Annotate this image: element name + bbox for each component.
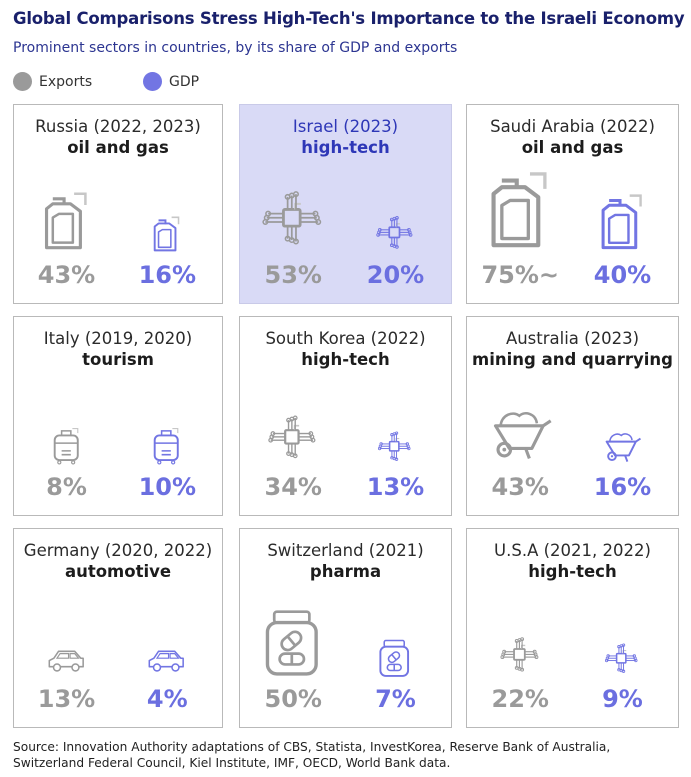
fuel-can-gdp-icon: [147, 215, 187, 255]
exports-value: 50%: [264, 685, 322, 713]
chip-gdp-icon: [375, 427, 415, 467]
panel-sector: oil and gas: [521, 138, 624, 157]
panel-5: [466, 316, 679, 516]
legend-label-exports: Exports: [39, 73, 93, 90]
legend-swatch-exports: [13, 72, 32, 91]
exports-value: 34%: [264, 473, 322, 501]
chip-exports-icon: [264, 409, 322, 467]
wheelbarrow-gdp-icon: [602, 427, 642, 467]
legend-item-exports: [13, 72, 92, 91]
suitcase-gdp-icon: [147, 427, 187, 467]
fuel-can-exports-icon: [34, 190, 99, 255]
panel-country: South Korea (2022): [265, 329, 426, 348]
chip-exports-icon: [257, 183, 329, 255]
gdp-value: 16%: [593, 473, 652, 501]
gdp-value: 13%: [366, 473, 425, 501]
panel-4: [239, 316, 452, 516]
legend: [13, 72, 313, 94]
gdp-value: 40%: [593, 261, 652, 289]
panel-sector: high-tech: [301, 138, 390, 157]
panel-country: Italy (2019, 2020): [43, 329, 193, 348]
pill-bottle-gdp-icon: [375, 639, 415, 679]
exports-value: 75%~: [481, 261, 560, 289]
exports-value: 13%: [37, 685, 96, 713]
exports-value: 43%: [37, 261, 96, 289]
panel-sector: tourism: [82, 350, 154, 369]
panel-sector: mining and quarrying: [472, 350, 673, 369]
fuel-can-exports-icon: [477, 169, 563, 255]
chip-exports-icon: [497, 632, 544, 679]
gdp-value: 16%: [138, 261, 197, 289]
panel-country: Australia (2023): [505, 329, 640, 348]
panel-0: [13, 104, 223, 304]
suitcase-exports-icon: [47, 427, 87, 467]
legend-item-gdp: [143, 72, 199, 91]
chip-gdp-icon: [373, 211, 417, 255]
panel-8: [466, 528, 679, 728]
panel-country: Germany (2020, 2022): [23, 541, 213, 560]
source-note: Source: Innovation Authority adaptations of CBS, Statista, InvestKorea, Reserve Bank of Australia, Switzerland Federal Council, Kiel Institute, IMF, OECD, World Bank data.: [13, 740, 611, 770]
chart-subtitle: Prominent sectors in countries, by its share of GDP and exports: [13, 40, 458, 56]
panel-sector: pharma: [309, 562, 382, 581]
exports-value: 53%: [264, 261, 322, 289]
chip-gdp-icon: [602, 639, 642, 679]
panel-country: Israel (2023): [292, 117, 399, 136]
chart-title: Global Comparisons Stress High-Tech's Importance to the Israeli Economy: [13, 9, 685, 28]
wheelbarrow-exports-icon: [488, 402, 553, 467]
gdp-value: 9%: [602, 685, 643, 713]
pill-bottle-exports-icon: [258, 609, 328, 679]
legend-label-gdp: GDP: [169, 73, 200, 90]
panel-sector: oil and gas: [67, 138, 169, 157]
panel-6: [13, 528, 223, 728]
panel-3: [13, 316, 223, 516]
panel-country: Switzerland (2021): [267, 541, 424, 560]
panel-2: [466, 104, 679, 304]
panel-sector: automotive: [64, 562, 172, 581]
gdp-value: 20%: [366, 261, 425, 289]
panel-sector: high-tech: [528, 562, 617, 581]
panel-country: Russia (2022, 2023): [35, 117, 201, 136]
panel-country: U.S.A (2021, 2022): [494, 541, 651, 560]
car-gdp-icon: [147, 639, 187, 679]
panel-1: [239, 104, 452, 304]
panel-sector: high-tech: [301, 350, 390, 369]
gdp-value: 10%: [138, 473, 197, 501]
exports-value: 8%: [46, 473, 87, 501]
fuel-can-gdp-icon: [591, 192, 654, 255]
car-exports-icon: [47, 639, 87, 679]
gdp-value: 4%: [146, 685, 188, 713]
panel-country: Saudi Arabia (2022): [490, 117, 655, 136]
exports-value: 43%: [491, 473, 549, 501]
exports-value: 22%: [491, 685, 549, 713]
panel-7: [239, 528, 452, 728]
legend-swatch-gdp: [143, 72, 162, 91]
gdp-value: 7%: [375, 685, 416, 713]
